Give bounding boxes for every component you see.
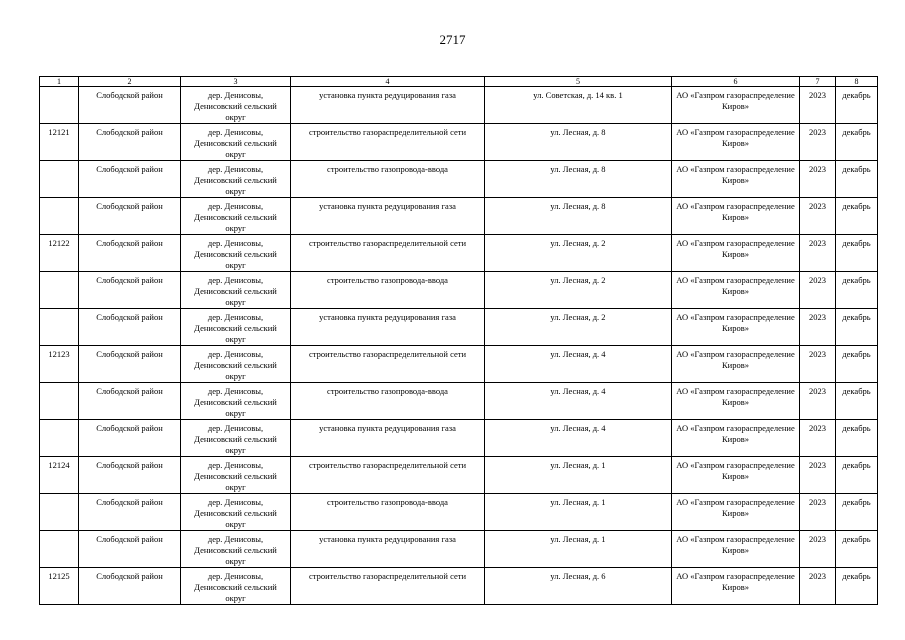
year-cell: 2023 [800, 568, 836, 605]
work-type-cell: установка пункта редуцирования газа [291, 87, 485, 124]
work-type-cell: строительство газопровода-ввода [291, 161, 485, 198]
registry-table [39, 76, 878, 605]
year-cell: 2023 [800, 87, 836, 124]
row-number-cell [40, 309, 79, 346]
row-number-cell [40, 198, 79, 235]
locality-cell: дер. Денисовы, Денисовский сельский округ [181, 87, 291, 124]
address-cell: ул. Лесная, д. 8 [485, 198, 672, 235]
column-numbers-row [40, 77, 878, 87]
organization-cell: АО «Газпром газораспределение Киров» [672, 309, 800, 346]
organization-cell: АО «Газпром газораспределение Киров» [672, 568, 800, 605]
work-type-cell: установка пункта редуцирования газа [291, 198, 485, 235]
month-cell: декабрь [836, 383, 878, 420]
locality-cell: дер. Денисовы, Денисовский сельский округ [181, 124, 291, 161]
organization-cell: АО «Газпром газораспределение Киров» [672, 161, 800, 198]
year-cell: 2023 [800, 161, 836, 198]
address-cell: ул. Лесная, д. 4 [485, 383, 672, 420]
address-cell: ул. Лесная, д. 4 [485, 346, 672, 383]
district-cell: Слободской район [79, 420, 181, 457]
district-cell: Слободской район [79, 198, 181, 235]
year-cell: 2023 [800, 272, 836, 309]
page-number: 2717 [439, 32, 466, 47]
year-cell: 2023 [800, 531, 836, 568]
locality-cell: дер. Денисовы, Денисовский сельский округ [181, 309, 291, 346]
organization-cell: АО «Газпром газораспределение Киров» [672, 383, 800, 420]
district-cell: Слободской район [79, 309, 181, 346]
locality-cell: дер. Денисовы, Денисовский сельский округ [181, 457, 291, 494]
locality-cell: дер. Денисовы, Денисовский сельский округ [181, 383, 291, 420]
organization-cell: АО «Газпром газораспределение Киров» [672, 87, 800, 124]
year-cell: 2023 [800, 235, 836, 272]
address-cell: ул. Лесная, д. 1 [485, 457, 672, 494]
address-cell: ул. Лесная, д. 1 [485, 531, 672, 568]
organization-cell: АО «Газпром газораспределение Киров» [672, 346, 800, 383]
table-row [40, 568, 878, 605]
locality-cell: дер. Денисовы, Денисовский сельский округ [181, 198, 291, 235]
district-cell: Слободской район [79, 124, 181, 161]
month-cell: декабрь [836, 87, 878, 124]
month-cell: декабрь [836, 161, 878, 198]
row-number-cell: 12124 [40, 457, 79, 494]
district-cell: Слободской район [79, 531, 181, 568]
table-row [40, 494, 878, 531]
organization-cell: АО «Газпром газораспределение Киров» [672, 457, 800, 494]
district-cell: Слободской район [79, 494, 181, 531]
column-header: 3 [181, 77, 291, 87]
work-type-cell: строительство газопровода-ввода [291, 272, 485, 309]
district-cell: Слободской район [79, 161, 181, 198]
table-header [40, 77, 878, 87]
row-number-cell [40, 272, 79, 309]
table-row [40, 420, 878, 457]
table-row [40, 383, 878, 420]
district-cell: Слободской район [79, 568, 181, 605]
work-type-cell: установка пункта редуцирования газа [291, 531, 485, 568]
year-cell: 2023 [800, 420, 836, 457]
row-number-cell: 12123 [40, 346, 79, 383]
address-cell: ул. Лесная, д. 1 [485, 494, 672, 531]
month-cell: декабрь [836, 346, 878, 383]
month-cell: декабрь [836, 272, 878, 309]
year-cell: 2023 [800, 346, 836, 383]
month-cell: декабрь [836, 198, 878, 235]
year-cell: 2023 [800, 198, 836, 235]
table-row [40, 309, 878, 346]
work-type-cell: строительство газораспределительной сети [291, 124, 485, 161]
month-cell: декабрь [836, 235, 878, 272]
column-header: 7 [800, 77, 836, 87]
row-number-cell [40, 383, 79, 420]
district-cell: Слободской район [79, 272, 181, 309]
table-row [40, 457, 878, 494]
column-header: 1 [40, 77, 79, 87]
month-cell: декабрь [836, 531, 878, 568]
table-row [40, 198, 878, 235]
year-cell: 2023 [800, 457, 836, 494]
row-number-cell [40, 531, 79, 568]
year-cell: 2023 [800, 124, 836, 161]
address-cell: ул. Лесная, д. 2 [485, 309, 672, 346]
table-body [40, 87, 878, 605]
work-type-cell: строительство газопровода-ввода [291, 494, 485, 531]
address-cell: ул. Лесная, д. 8 [485, 124, 672, 161]
district-cell: Слободской район [79, 457, 181, 494]
month-cell: декабрь [836, 494, 878, 531]
locality-cell: дер. Денисовы, Денисовский сельский округ [181, 494, 291, 531]
column-header: 2 [79, 77, 181, 87]
row-number-cell: 12122 [40, 235, 79, 272]
row-number-cell [40, 87, 79, 124]
work-type-cell: строительство газораспределительной сети [291, 235, 485, 272]
table-row [40, 235, 878, 272]
organization-cell: АО «Газпром газораспределение Киров» [672, 272, 800, 309]
district-cell: Слободской район [79, 383, 181, 420]
address-cell: ул. Лесная, д. 4 [485, 420, 672, 457]
address-cell: ул. Лесная, д. 8 [485, 161, 672, 198]
address-cell: ул. Лесная, д. 6 [485, 568, 672, 605]
work-type-cell: строительство газораспределительной сети [291, 346, 485, 383]
month-cell: декабрь [836, 457, 878, 494]
year-cell: 2023 [800, 383, 836, 420]
work-type-cell: установка пункта редуцирования газа [291, 309, 485, 346]
work-type-cell: строительство газораспределительной сети [291, 457, 485, 494]
column-header: 8 [836, 77, 878, 87]
locality-cell: дер. Денисовы, Денисовский сельский округ [181, 161, 291, 198]
organization-cell: АО «Газпром газораспределение Киров» [672, 198, 800, 235]
column-header: 4 [291, 77, 485, 87]
row-number-cell [40, 420, 79, 457]
organization-cell: АО «Газпром газораспределение Киров» [672, 531, 800, 568]
organization-cell: АО «Газпром газораспределение Киров» [672, 494, 800, 531]
work-type-cell: строительство газопровода-ввода [291, 383, 485, 420]
locality-cell: дер. Денисовы, Денисовский сельский округ [181, 568, 291, 605]
table-row [40, 272, 878, 309]
organization-cell: АО «Газпром газораспределение Киров» [672, 235, 800, 272]
column-header: 5 [485, 77, 672, 87]
address-cell: ул. Советская, д. 14 кв. 1 [485, 87, 672, 124]
table-row [40, 531, 878, 568]
table-row [40, 161, 878, 198]
work-type-cell: установка пункта редуцирования газа [291, 420, 485, 457]
district-cell: Слободской район [79, 235, 181, 272]
month-cell: декабрь [836, 420, 878, 457]
row-number-cell [40, 161, 79, 198]
locality-cell: дер. Денисовы, Денисовский сельский округ [181, 346, 291, 383]
year-cell: 2023 [800, 494, 836, 531]
year-cell: 2023 [800, 309, 836, 346]
district-cell: Слободской район [79, 346, 181, 383]
locality-cell: дер. Денисовы, Денисовский сельский округ [181, 235, 291, 272]
organization-cell: АО «Газпром газораспределение Киров» [672, 420, 800, 457]
row-number-cell [40, 494, 79, 531]
row-number-cell: 12121 [40, 124, 79, 161]
row-number-cell: 12125 [40, 568, 79, 605]
month-cell: декабрь [836, 124, 878, 161]
column-header: 6 [672, 77, 800, 87]
table-row [40, 87, 878, 124]
district-cell: Слободской район [79, 87, 181, 124]
address-cell: ул. Лесная, д. 2 [485, 235, 672, 272]
locality-cell: дер. Денисовы, Денисовский сельский округ [181, 420, 291, 457]
month-cell: декабрь [836, 568, 878, 605]
address-cell: ул. Лесная, д. 2 [485, 272, 672, 309]
table-row [40, 124, 878, 161]
work-type-cell: строительство газораспределительной сети [291, 568, 485, 605]
locality-cell: дер. Денисовы, Денисовский сельский округ [181, 531, 291, 568]
locality-cell: дер. Денисовы, Денисовский сельский округ [181, 272, 291, 309]
organization-cell: АО «Газпром газораспределение Киров» [672, 124, 800, 161]
month-cell: декабрь [836, 309, 878, 346]
table-row [40, 346, 878, 383]
